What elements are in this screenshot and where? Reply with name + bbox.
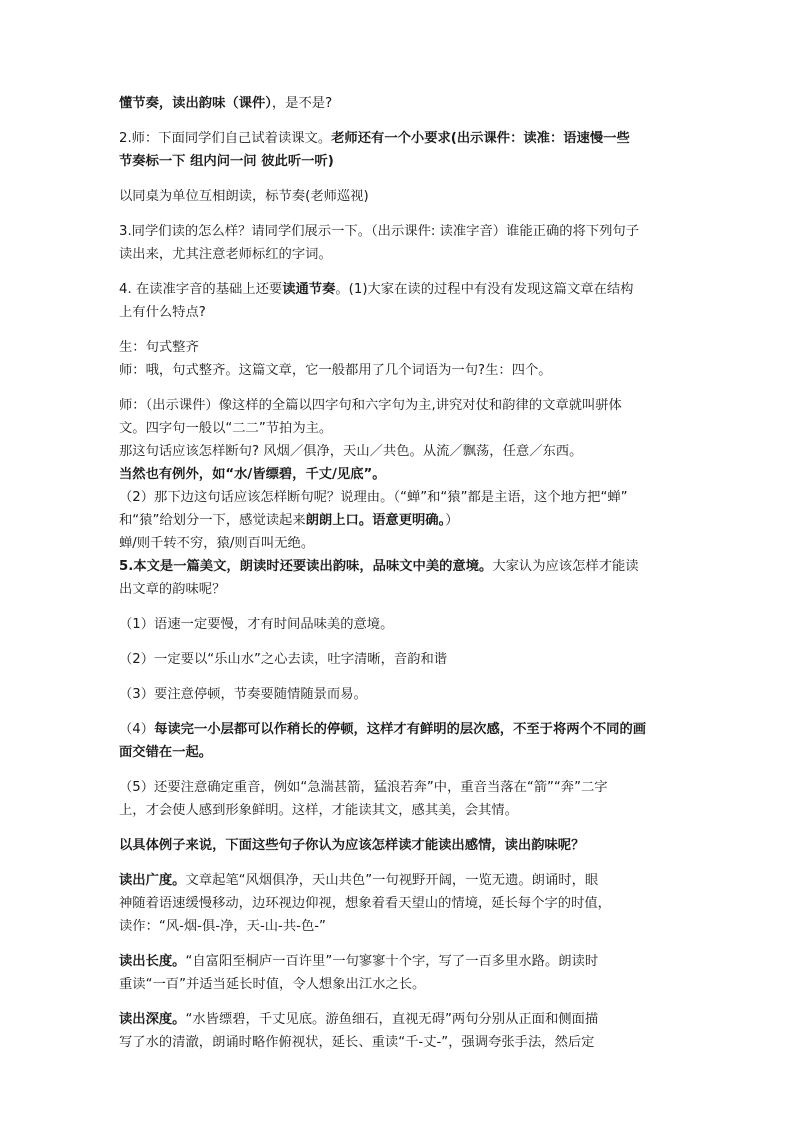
text-run: 文。四字句一般以“二二”节拍为主。 [119, 421, 333, 436]
paragraph-3 [119, 185, 679, 208]
bold-phrase: 每读完一小层都可以作稍长的停顿，这样才有鲜明的层次感，不至于将两个不同的画 [154, 722, 647, 737]
line [119, 336, 679, 359]
bold-phrase: 读通节奏 [282, 282, 336, 297]
line [119, 648, 679, 671]
line [119, 834, 679, 857]
text-run: 4. 在读准字音的基础上还要 [119, 282, 283, 297]
text-run: （3）要注意停顿，节奏要随情随景而易。 [119, 687, 367, 702]
bold-phrase: 老师还有一个小要求(出示课件：读准：语速慢一些 [331, 131, 630, 146]
paragraph-16 [119, 1008, 679, 1054]
text-run: 蝉/则千转不穷，猿/则百叫无绝。 [119, 536, 315, 551]
paragraph-13 [119, 834, 679, 857]
paragraph-6 [119, 336, 679, 382]
paragraph-10 [119, 683, 679, 706]
paragraph-5 [119, 278, 679, 324]
text-run: 上有什么特点? [119, 305, 206, 320]
text-run: （2）一定要以“乐山水”之心去读，吐字清晰，音韵和谐 [119, 652, 448, 667]
bold-phrase: 以具体例子来说，下面这些句子你认为应该怎样读才能读出感情，读出韵味呢？ [119, 838, 585, 853]
text-run: 写了水的清澈，朗诵时略作俯视状，延长、重读“千-丈-”，强调夸张手法，然后定 [119, 1035, 595, 1050]
line [119, 185, 679, 208]
line [119, 243, 679, 266]
line [119, 1008, 679, 1031]
line [119, 555, 679, 578]
line [119, 359, 679, 382]
line [119, 799, 679, 822]
line [119, 394, 679, 417]
paragraph-11 [119, 718, 679, 764]
line [119, 915, 679, 938]
paragraph-9 [119, 648, 679, 671]
line [119, 150, 679, 173]
line [119, 892, 679, 915]
text-run: 文章起笔“风烟俱净，天山共色”一句视野开阔，一览无遗。朗诵时，眼 [185, 873, 599, 888]
paragraph-15 [119, 950, 679, 996]
text-run: 。(1)大家在读的过程中有没有发现这篇文章在结构 [335, 282, 634, 297]
text-run: 以同桌为单位互相朗读，标节奏(老师巡视) [119, 189, 369, 204]
text-run: “自富阳至桐庐一百许里”一句寥寥十个字，写了一百多里水路。朗读时 [185, 954, 599, 969]
paragraph-1 [119, 92, 679, 115]
paragraph-7 [119, 394, 679, 601]
paragraph-14 [119, 869, 679, 938]
text-run: 那这句话应该怎样断句? 风烟／俱净，天山／共色。从流／飘荡，任意／东西。 [119, 444, 583, 459]
text-run: 读作：“风-烟-俱-净，天-山-共-色-” [119, 919, 326, 934]
text-run: 师：（出示课件）像这样的全篇以四字句和六字句为主,讲究对仗和韵律的文章就叫骈体 [119, 398, 622, 413]
text-run: 上，才会使人感到形象鲜明。这样，才能读其文，感其美，会其情。 [119, 803, 518, 818]
line [119, 1031, 679, 1054]
line [119, 776, 679, 799]
line [119, 463, 679, 486]
text-run: ） [445, 513, 459, 528]
line [119, 92, 679, 115]
line [119, 278, 679, 301]
line [119, 718, 679, 741]
text-run: （4） [119, 722, 155, 737]
line [119, 683, 679, 706]
text-run: 和“猿”给划分一下，感觉读起来 [119, 513, 306, 528]
bold-phrase: 5.本文是一篇美文，朗读时还要读出韵味，品味文中美的意境。 [119, 559, 493, 574]
text-run: 师：哦，句式整齐。这篇文章，它一般都用了几个词语为一句?生：四个。 [119, 363, 552, 378]
text-run: （1）语速一定要慢，才有时间品味美的意境。 [119, 617, 394, 632]
line [119, 869, 679, 892]
bold-phrase: 读出长度。 [119, 954, 186, 969]
bold-phrase: 朗朗上口。语意更明确。 [305, 513, 446, 528]
line [119, 127, 679, 150]
text-run: 生：句式整齐 [119, 340, 199, 355]
line [119, 950, 679, 973]
paragraph-12 [119, 776, 679, 822]
line [119, 532, 679, 555]
text-run: 重读“一百”并适当延长时值，令人想象出江水之长。 [119, 977, 426, 992]
text-run: ，是不是? [271, 96, 333, 111]
text-run: 读出来，尤其注意老师标红的字词。 [119, 247, 332, 262]
line [119, 973, 679, 996]
line [119, 509, 679, 532]
line [119, 417, 679, 440]
paragraph-8 [119, 613, 679, 636]
text-run: 出文章的韵味呢？ [119, 582, 226, 597]
bold-phrase: 当然也有例外，如“水/皆缥碧，千丈/见底”。 [119, 467, 386, 482]
line [119, 440, 679, 463]
line [119, 486, 679, 509]
line [119, 613, 679, 636]
text-run: （2）那下边这句话应该怎样断句呢？说理由。（“蝉”和“猿”都是主语，这个地方把“蝉” [119, 490, 628, 505]
text-run: 3.同学们读的怎么样？请同学们展示一下。（出示课件: 读准字音）谁能正确的将下列句子 [119, 224, 640, 239]
bold-phrase: 读出深度。 [119, 1012, 186, 1027]
bold-phrase: 读出广度。 [119, 873, 186, 888]
bold-phrase: 节奏标一下 组内问一问 彼此听一听) [119, 154, 334, 169]
bold-phrase: 懂节奏，读出韵味（课件） [119, 96, 272, 111]
text-run: 2.师：下面同学们自己试着读课文。 [119, 131, 332, 146]
paragraph-2 [119, 127, 679, 173]
line [119, 578, 679, 601]
text-run: 神随着语速缓慢移动，边环视边仰视，想象着看天望山的情境，延长每个字的时值， [119, 896, 611, 911]
paragraph-4 [119, 220, 679, 266]
line [119, 741, 679, 764]
line [119, 220, 679, 243]
text-run: （5）还要注意确定重音，例如“急湍甚箭，猛浪若奔”中，重音当落在“箭”“奔”二字 [119, 780, 608, 795]
line [119, 301, 679, 324]
document-body [119, 92, 679, 1054]
text-run: 大家认为应该怎样才能读 [492, 559, 639, 574]
bold-phrase: 面交错在一起。 [119, 745, 213, 760]
text-run: “水皆缥碧，千丈见底。游鱼细石，直视无碍”两句分别从正面和侧面描 [185, 1012, 599, 1027]
